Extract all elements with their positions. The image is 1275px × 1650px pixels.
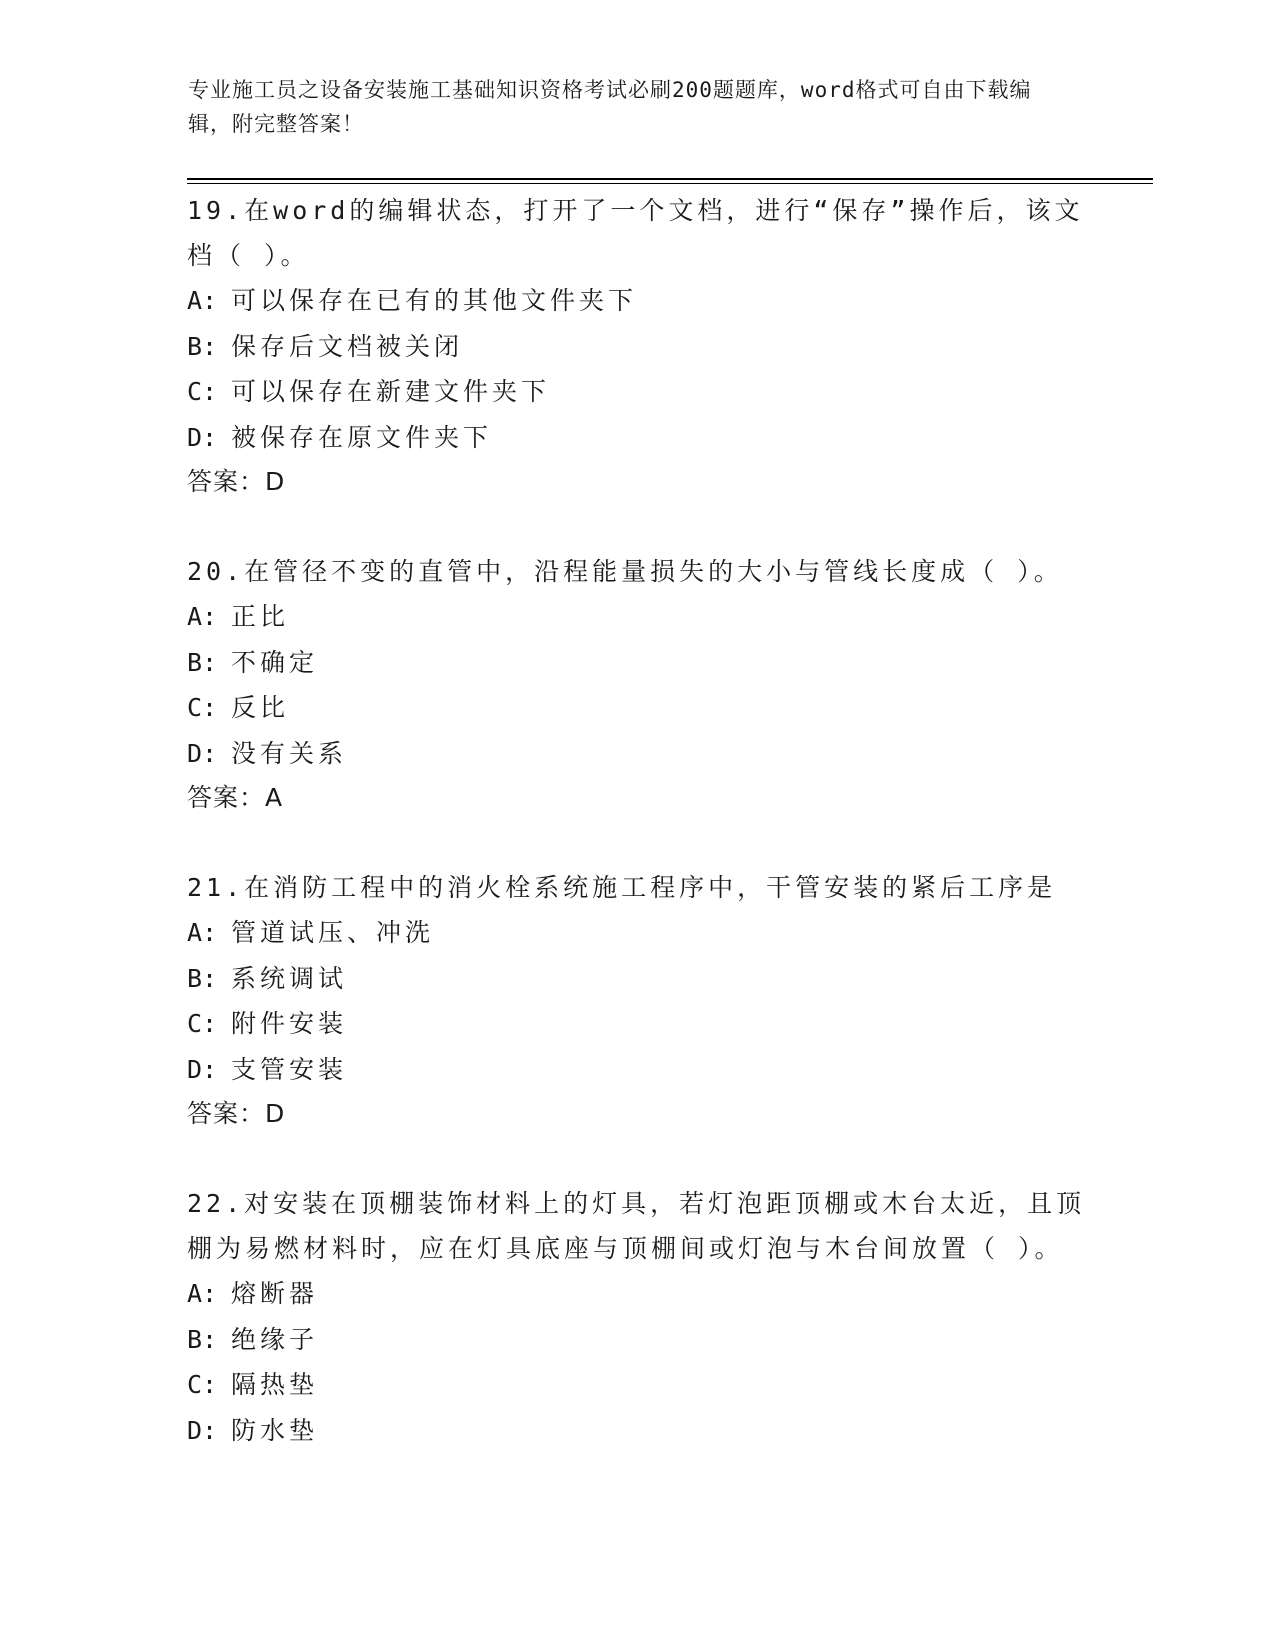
answer-line: 答案：D [187, 1099, 286, 1128]
option-letter: A: [187, 1279, 218, 1308]
option-c [187, 685, 1087, 731]
document-header: 专业施工员之设备安装施工基础知识资格考试必刷200题题库，word格式可自由下载编辑，附完整答案！ [188, 78, 1032, 136]
option-letter: D: [187, 422, 218, 452]
question-stem: 19.在word的编辑状态，打开了一个文档，进行“保存”操作后，该文档（ ）。 [187, 196, 1084, 270]
answer-line: 答案：A [187, 783, 284, 812]
option-text: 正比 [231, 602, 290, 631]
option-d [187, 731, 1087, 777]
option-d [187, 415, 1087, 461]
option-letter: B: [187, 1324, 218, 1354]
option-a [187, 910, 1087, 956]
option-a [187, 1271, 1087, 1317]
option-text: 反比 [231, 693, 290, 722]
option-d [187, 1408, 1087, 1454]
question-stem: 20.在管径不变的直管中，沿程能量损失的大小与管线长度成（ ）。 [187, 557, 1063, 586]
option-text: 可以保存在已有的其他文件夹下 [231, 286, 638, 315]
option-letter: B: [187, 647, 218, 677]
option-text: 防水垫 [231, 1415, 319, 1445]
option-c [187, 1001, 1087, 1047]
option-letter: C: [187, 377, 218, 406]
option-letter: B: [187, 331, 218, 361]
option-text: 绝缘子 [231, 1324, 319, 1354]
option-text: 可以保存在新建文件夹下 [231, 377, 551, 406]
question-19 [187, 188, 1087, 504]
option-letter: C: [187, 1009, 218, 1038]
question-list [187, 188, 1087, 1498]
header-divider-thick [187, 178, 1153, 180]
option-text: 不确定 [231, 647, 319, 677]
option-text: 被保存在原文件夹下 [231, 422, 493, 452]
option-letter: D: [187, 1054, 218, 1084]
question-stem: 21.在消防工程中的消火栓系统施工程序中，干管安装的紧后工序是 [187, 873, 1057, 902]
option-d [187, 1047, 1087, 1093]
option-letter: D: [187, 1415, 218, 1445]
answer-line: 答案：D [187, 467, 286, 496]
option-letter: C: [187, 693, 218, 722]
option-text: 支管安装 [231, 1054, 348, 1084]
option-text: 没有关系 [231, 738, 348, 768]
option-text: 隔热垫 [231, 1370, 319, 1399]
option-b [187, 956, 1087, 1002]
option-a [187, 278, 1087, 324]
option-text: 附件安装 [231, 1009, 348, 1038]
option-text: 系统调试 [231, 963, 348, 993]
question-22 [187, 1181, 1087, 1453]
question-21 [187, 865, 1087, 1136]
option-b [187, 324, 1087, 370]
option-letter: B: [187, 963, 218, 993]
option-b [187, 640, 1087, 686]
question-20 [187, 549, 1087, 820]
option-c [187, 369, 1087, 415]
option-text: 保存后文档被关闭 [231, 331, 464, 361]
option-c [187, 1362, 1087, 1408]
option-letter: A: [187, 918, 218, 947]
option-letter: D: [187, 738, 218, 768]
header-divider-thin [187, 183, 1153, 184]
option-a [187, 594, 1087, 640]
option-letter: A: [187, 286, 218, 315]
option-text: 管道试压、冲洗 [231, 918, 435, 947]
option-b [187, 1317, 1087, 1363]
option-text: 熔断器 [231, 1279, 319, 1308]
option-letter: A: [187, 602, 218, 631]
question-stem: 22.对安装在顶棚装饰材料上的灯具，若灯泡距顶棚或木台太近，且顶棚为易燃材料时，应在灯具底座与顶棚间或灯泡与木台间放置（ ）。 [187, 1189, 1086, 1263]
option-letter: C: [187, 1370, 218, 1399]
